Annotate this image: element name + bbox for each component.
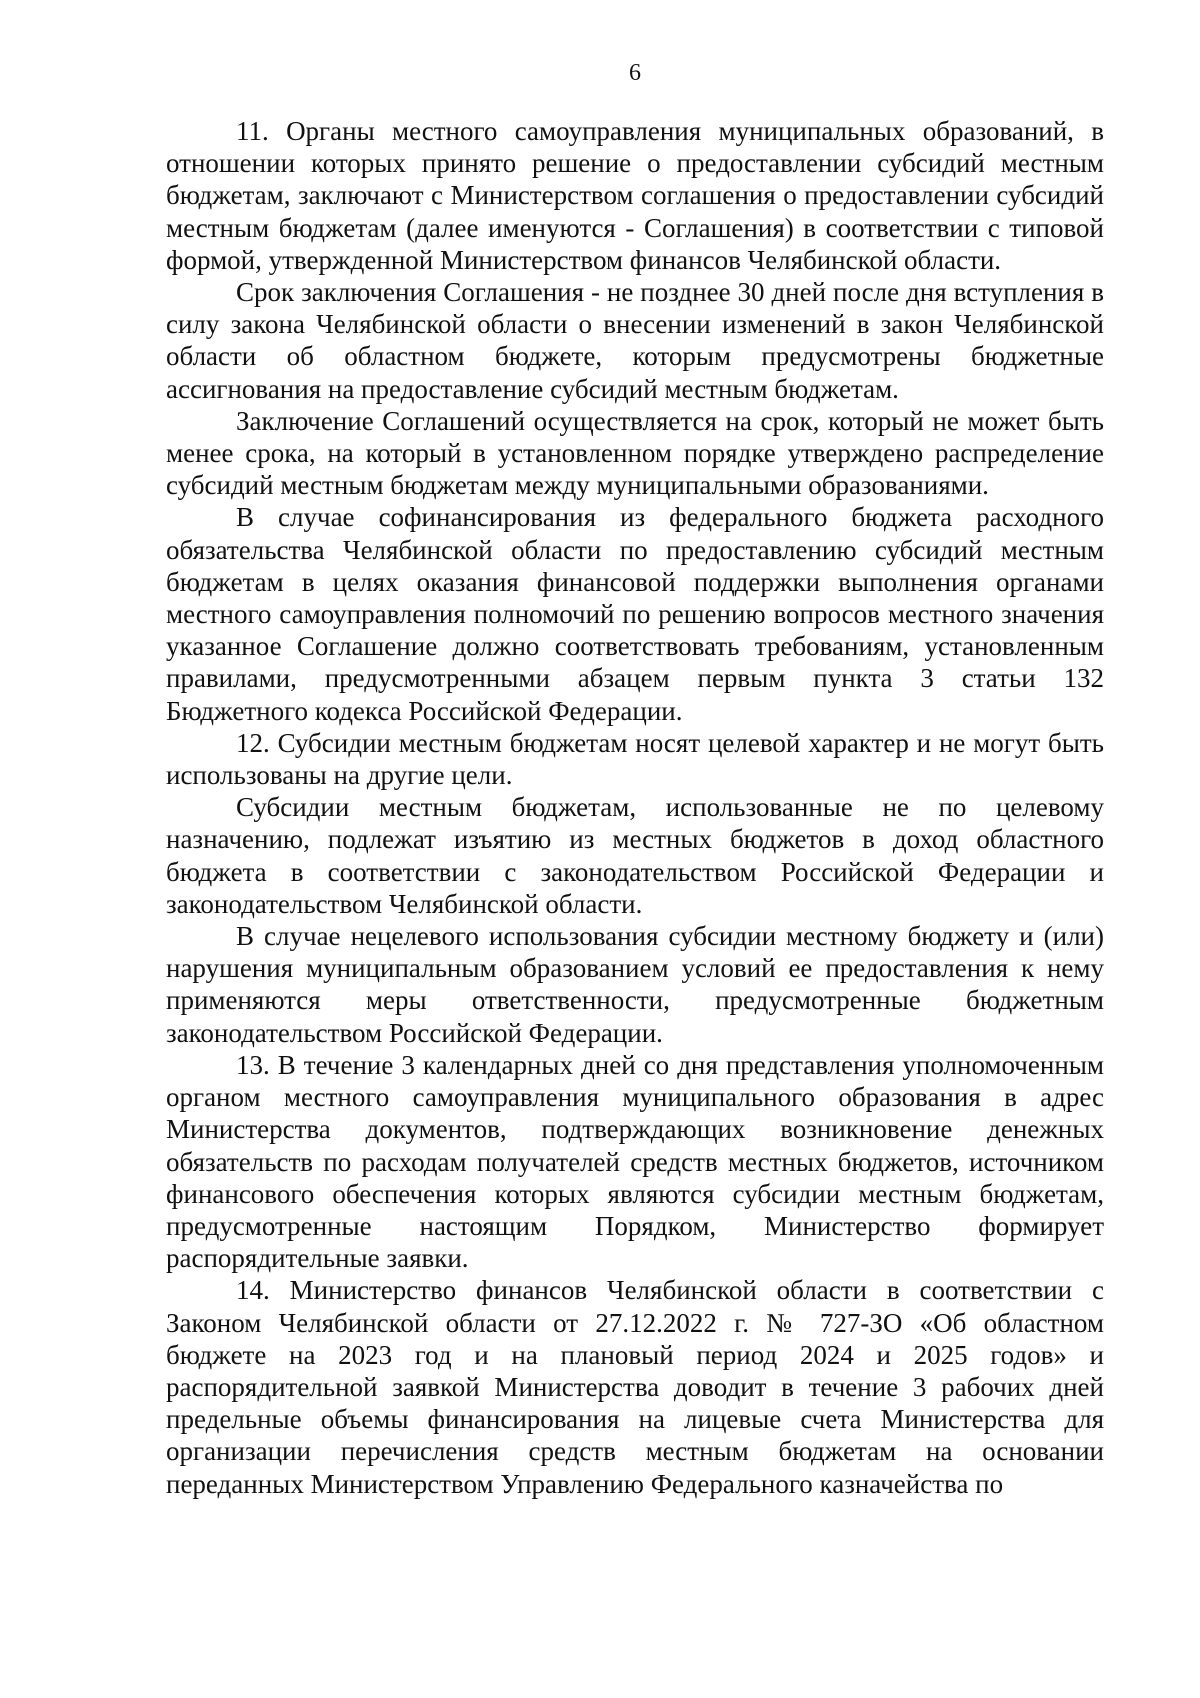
paragraph-agreement-period: Заключение Соглашений осуществляется на срок, который не может быть менее срока, на который в установленном порядке утверждено распределение субсидий местным бюджетам между муниципальными образованиями. [166, 405, 1104, 501]
paragraph-12: 12. Субсидии местным бюджетам носят целевой характер и не могут быть использованы на другие цели. [166, 727, 1104, 791]
page-number: 6 [629, 60, 641, 86]
paragraph-13: 13. В течение 3 календарных дней со дня представления уполномоченным органом местного самоуправления муниципального образования в адрес Министерства документов, подтверждающих возникновение денежных обязательств по расходам получателей средств местных бюджетов, источником финансового обеспечения которых являются субсидии местным бюджетам, предусмотренные настоящим Порядком, Министерство формирует распорядительные заявки. [166, 1049, 1104, 1274]
document-body [166, 115, 1104, 1500]
paragraph-federal-cofinancing: В случае софинансирования из федерального бюджета расходного обязательства Челябинской области по предоставлению субсидий местным бюджетам в целях оказания финансовой поддержки выполнения органами местного самоуправления полномочий по решению вопросов местного значения указанное Соглашение должно соответствовать требованиям, установленным правилами, предусмотренными абзацем первым пункта 3 статьи 132 Бюджетного кодекса Российской Федерации. [166, 502, 1104, 726]
paragraph-agreement-term: Срок заключения Соглашения - не позднее 30 дней после дня вступления в силу закона Челябинской области о внесении изменений в закон Челябинской области об областном бюджете, которым предусмотрены бюджетные ассигнования на предоставление субсидий местным бюджетам. [166, 277, 1104, 404]
paragraph-liability: В случае нецелевого использования субсидии местному бюджету и (или) нарушения муниципальным образованием условий ее предоставления к нему применяются меры ответственности, предусмотренные бюджетным законодательством Российской Федерации. [166, 921, 1104, 1048]
paragraph-11: 11. Органы местного самоуправления муниципальных образований, в отношении которых принято решение о предоставлении субсидий местным бюджетам, заключают с Министерством соглашения о предоставлении субсидий местным бюджетам (далее именуются - Соглашения) в соответствии с типовой формой, утвержденной Министерством финансов Челябинской области. [166, 116, 1104, 275]
paragraph-14: 14. Министерство финансов Челябинской области в соответствии с Законом Челябинской области от 27.12.2022 г. № 727-ЗО «Об областном бюджете на 2023 год и на плановый период 2024 и 2025 годов» и распорядительной заявкой Министерства доводит в течение 3 рабочих дней предельные объемы финансирования на лицевые счета Министерства для организации перечисления средств местным бюджетам на основании переданных Министерством Управлению Федерального казначейства по [166, 1275, 1104, 1499]
paragraph-misuse-withdrawal: Субсидии местным бюджетам, использованные не по целевому назначению, подлежат изъятию из местных бюджетов в доход областного бюджета в соответствии с законодательством Российской Федерации и законодательством Челябинской области. [166, 792, 1104, 919]
